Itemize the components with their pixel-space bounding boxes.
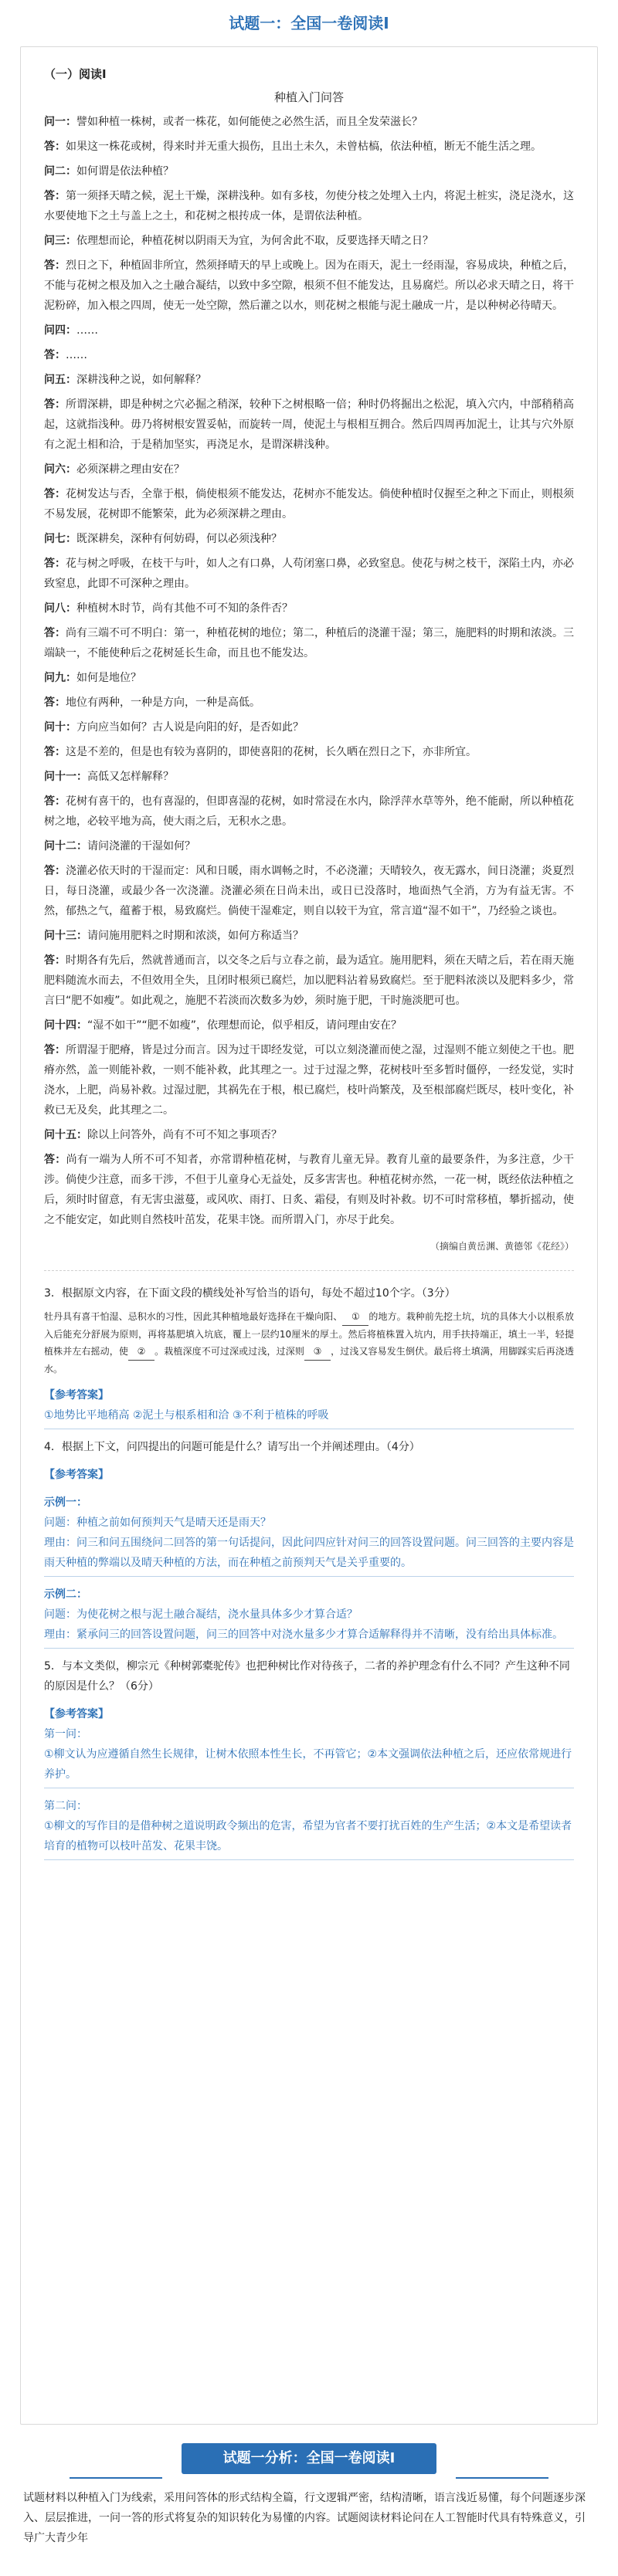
q4-ex2-r-label: 理由：: [44, 1629, 76, 1641]
qa-item: [44, 1040, 574, 1120]
qa-label: 问三：: [44, 235, 76, 247]
qa-item: [44, 137, 574, 157]
qa-text: 如何是地位？: [76, 672, 141, 684]
q5-ans1-text: ①柳文认为应遵循自然生长规律，让树木依照本性生长，不再管它；②本文强调依法种植之后，还应依常规进行养护。: [44, 1744, 574, 1788]
qa-text: 深耕浅种之说，如何解释？: [76, 374, 206, 386]
qa-text: 如果这一株花或树，得来时并无重大损伤，且出土未久，未曾枯槁，依法种植，断无不能生活之理。: [66, 141, 542, 153]
q4-ex1-q-label: 问题：: [44, 1517, 76, 1529]
q3-blank-1: ①: [342, 1308, 368, 1326]
qa-text: 譬如种植一株树，或者一株花，如何能使之必然生活，而且全发荣滋长？: [76, 116, 423, 128]
analysis-text: 试题材料以种植入门为线索，采用问答体的形式结构全篇，行文逻辑严密，结构清晰，语言浅近易懂，每个问题逐步深入、层层推进，一问一答的形式将复杂的知识转化为易懂的内容。试题阅读材料论问在人工智能时代具有特殊意义，引导广大青少年: [23, 2492, 586, 2544]
q5-ans1-heading: 第一问：: [44, 1728, 87, 1740]
q4-example2-reason: [44, 1625, 574, 1649]
qa-item: [44, 1150, 574, 1230]
qa-label: 问二：: [44, 165, 76, 178]
qa-label: 问四：: [44, 324, 76, 337]
reading-card: [20, 46, 598, 2425]
qa-item: [44, 693, 574, 713]
qa-text: 浇灌必依天时的干湿而定：风和日暖，雨水调畅之时，不必浇灌；天晴较久，夜无露水，间日浇灌；炎夏烈日，每日浇灌，或最少各一次浇灌。浇灌必须在日尚未出，或日已没落时，地面热气全消，方为有益无害。不然，郁热之气，蕴蓄于根，易致腐烂。倘使干湿难定，则自以较干为宜，常言道“湿不如干”，乃经验之谈也。: [44, 865, 574, 917]
qa-label: 问十：: [44, 721, 76, 734]
q3-passage-part3: 。栽植深度不可过深或过浅，过深则: [154, 1346, 304, 1357]
qa-label: 答：: [44, 398, 66, 411]
qa-label: 答：: [44, 746, 66, 758]
qa-text: 花树有喜干的，也有喜湿的，但即喜湿的花树，如时常浸在水内，除浮萍水草等外，绝不能耐，所以种植花树之地，必较平地为高，使大雨之后，无积水之患。: [44, 795, 574, 828]
qa-label: 答：: [44, 141, 66, 153]
qa-item: [44, 836, 574, 856]
qa-text: 高低又怎样解释？: [87, 771, 174, 783]
qa-label: 问十二：: [44, 840, 87, 852]
q4-ex1-q-text: 种植之前如何预判天气是晴天还是雨天？: [76, 1517, 271, 1529]
q3-blank-3: ③: [304, 1343, 331, 1361]
q4-example2-question: [44, 1605, 574, 1625]
qa-text: 花树发达与否，全靠于根，倘使根须不能发达，花树亦不能发达。倘使种植时仅握至之种之下而止，则根须不易发展，花树即不能繁荣，此为必须深耕之理由。: [44, 488, 574, 520]
divider: [44, 1270, 574, 1271]
qa-label: 答：: [44, 865, 66, 877]
qa-text: 第一须择天晴之候，泥土干燥，深耕浅种。如有多枝，勿使分枝之处埋入土内，将泥土桩实，浇足浇水，这水要使地下之土与盖上之土，和花树之根抟成一体，是谓依法种植。: [44, 190, 574, 222]
q3-passage-part4: ，过浅又容易发生倒伏。最后将土填满，用脚踩实后再浇透水。: [44, 1346, 574, 1374]
page-title: 试题一：全国一卷阅读Ⅰ: [229, 14, 389, 32]
qa-text: 烈日之下，种植固非所宜，然须择晴天的早上或晚上。因为在雨天，泥土一经雨湿，容易成块，种植之后，不能与花树之根及加入之土融合凝结，以致中多空隙，根须不但不能发达，且易腐烂。所以必求天晴之日，将干泥粉碎，加入根之四周，使无一处空隙，然后灌之以水，则花树之根能与泥土融成一片，是以种树必待晴天。: [44, 259, 574, 312]
qa-item: [44, 767, 574, 787]
qa-text: 依理想而论，种植花树以阴雨天为宜，为何舍此不取，反要选择天晴之日？: [76, 235, 433, 247]
q3-answer-title: 【参考答案】: [44, 1389, 109, 1402]
qa-label: 问八：: [44, 602, 76, 615]
qa-list: [44, 112, 574, 1230]
q4-example1-reason: [44, 1533, 574, 1577]
qa-text: ……: [66, 349, 87, 361]
qa-text: 如何谓是依法种植？: [76, 165, 174, 178]
qa-text: 除以上问答外，尚有不可不知之事项否？: [87, 1129, 282, 1141]
q4-example1-question: [44, 1513, 574, 1533]
qa-text: 种植树木时节，尚有其他不可不知的条件否？: [76, 602, 293, 615]
qa-item: [44, 345, 574, 365]
qa-item: [44, 395, 574, 455]
qa-text: 既深耕矣，深种有何妨碍，何以必须浅种？: [76, 533, 282, 545]
qa-label: 答：: [44, 190, 66, 202]
qa-label: 答：: [44, 795, 66, 808]
qa-item: [44, 320, 574, 341]
qa-label: 问十五：: [44, 1129, 87, 1141]
qa-label: 问五：: [44, 374, 76, 386]
document-title: 种植入门问答: [273, 90, 344, 104]
qa-item: [44, 951, 574, 1011]
qa-item: [44, 112, 574, 132]
question-5: 5．与本文类似，柳宗元《种树郭橐驼传》也把种树比作对待孩子，二者的养护理念有什么不同？产生这种不同的原因是什么？（6分）: [44, 1660, 570, 1693]
analysis-banner: 试题一分析：全国一卷阅读Ⅰ: [182, 2443, 436, 2474]
q5-answer-title: 【参考答案】: [44, 1708, 109, 1720]
qa-item: [44, 861, 574, 921]
source-citation: （摘编自黄岳渊、黄德邻《花经》）: [430, 1241, 574, 1252]
qa-label: 答：: [44, 349, 66, 361]
q4-ex1-r-text: 问三和问五围绕问二回答的第一句话提问，因此问四应针对问三的回答设置问题。问三回答的主要内容是雨天种植的弊端以及晴天种植的方法，而在种植之前预判天气是关乎重要的。: [44, 1537, 574, 1569]
qa-label: 问六：: [44, 463, 76, 476]
qa-item: [44, 484, 574, 524]
qa-label: 问一：: [44, 116, 76, 128]
section-heading: （一）阅读Ⅰ: [44, 67, 107, 81]
qa-text: 必须深耕之理由安在？: [76, 463, 185, 476]
qa-text: ……: [76, 324, 98, 337]
q4-ex2-r-text: 紧承问三的回答设置问题，问三的回答中对浇水量多少才算合适解释得并不清晰，没有给出具体标准。: [76, 1629, 563, 1641]
qa-item: [44, 459, 574, 480]
qa-label: 答：: [44, 1154, 66, 1166]
banner-left-line: [70, 2477, 162, 2479]
qa-item: [44, 623, 574, 663]
qa-item: [44, 717, 574, 737]
question-3: 3．根据原文内容，在下面文段的横线处补写恰当的语句，每处不超过10个字。（3分）: [44, 1287, 456, 1300]
qa-label: 答：: [44, 627, 66, 639]
q4-ex2-q-label: 问题：: [44, 1608, 76, 1621]
qa-item: [44, 231, 574, 251]
qa-item: [44, 791, 574, 832]
qa-text: 所谓湿于肥瘠，皆是过分而言。因为过干即经发觉，可以立刻浇灌而使之湿，过湿则不能立刻使之干也。肥瘠亦然，盖一则能补救，一则不能补救，此其理之一。过于过湿之弊，花树枝叶至多暂时僵停，一经发觉，实时浇水，上肥，尚易补救。过湿过肥，其祸先在于根，根已腐烂，枝叶尚繁茂，及至根部腐烂既尽，枝叶变化，补救已无及矣，此其理之二。: [44, 1044, 574, 1117]
question-4: 4．根据上下文，问四提出的问题可能是什么？请写出一个并阐述理由。（4分）: [44, 1441, 420, 1453]
q3-passage: [44, 1308, 574, 1378]
qa-label: 答：: [44, 558, 66, 570]
qa-label: 问七：: [44, 533, 76, 545]
qa-item: [44, 1125, 574, 1145]
qa-label: 问十一：: [44, 771, 87, 783]
qa-text: 尚有一端为人所不可不知者，亦常谓种植花树，与教育儿童无异。教育儿童的最要条件，为多注意，少干涉。倘使少注意，而多干涉，不但于儿童身心无益处，反多害害也。种植花树亦然，一花一树，既经依法种植之后，须时时留意，有无害虫滋蔓，或风吹、雨打、日炙、霜侵，有则及时补救。切不可时常移植，攀折摇动，使之不能安定，如此则自然枝叶茁发，花果丰饶。而所谓入门，亦尽于此矣。: [44, 1154, 575, 1226]
q4-example1-heading: 示例一：: [44, 1496, 87, 1509]
qa-label: 答：: [44, 259, 66, 272]
q3-blank-2: ②: [128, 1343, 154, 1361]
qa-text: 花与树之呼吸，在枝干与叶，如人之有口鼻，人苟闭塞口鼻，必致窒息。使花与树之枝干，深陷土内，亦必致窒息，此即不可深种之理由。: [44, 558, 574, 590]
qa-label: 答：: [44, 697, 66, 709]
qa-item: [44, 668, 574, 688]
q5-ans2-heading: 第二问：: [44, 1800, 87, 1812]
qa-label: 答：: [44, 954, 66, 967]
qa-text: 地位有两种，一种是方向，一种是高低。: [66, 697, 260, 709]
qa-text: 所谓深耕，即是种树之穴必掘之稍深，较种下之树根略一倍；种时仍将掘出之松泥，填入穴内，中部稍稍高起，这就指浅种。毋乃将树根安置妥帖，而旋转一周，使泥土与根相互拥合。然后四周再加泥土，让其与穴外原有之泥土相和洽，于是稍加坚实，再浇足水，是谓深耕浅种。: [44, 398, 574, 451]
qa-item: [44, 598, 574, 619]
q3-passage-part1: 牡丹具有喜干怕湿、忌积水的习性，因此其种植地最好选择在干燥向阳、: [44, 1311, 343, 1322]
qa-item: [44, 529, 574, 549]
qa-text: 这是不差的，但是也有较为喜阴的，即使喜阳的花树，长久晒在烈日之下，亦非所宜。: [66, 746, 477, 758]
qa-item: [44, 1015, 574, 1035]
q4-example2-heading: 示例二：: [44, 1588, 87, 1601]
qa-text: 方向应当如何？古人说是向阳的好，是否如此？: [76, 721, 304, 734]
qa-item: [44, 926, 574, 946]
qa-item: [44, 256, 574, 316]
qa-label: 答：: [44, 1044, 66, 1056]
q4-answer-title: 【参考答案】: [44, 1469, 109, 1481]
qa-text: 请问浇灌的干湿如何？: [87, 840, 195, 852]
q3-passage-part2: 的地方。栽种前先挖土坑，坑的具体大小以根系放入后能充分舒展为原则，再将基肥填入坑底，覆上一层约10厘米的厚土。然后将植株置入坑内，用手扶持端正，填土一半，轻提植株并左右摇动，使: [44, 1311, 574, 1357]
qa-item: [44, 554, 574, 594]
q3-answers: ①地势比平地稍高 ②泥土与根系相和洽 ③不利于植株的呼吸: [44, 1405, 574, 1429]
qa-item: [44, 742, 574, 762]
qa-label: 答：: [44, 488, 66, 500]
qa-item: [44, 186, 574, 226]
qa-label: 问十三：: [44, 930, 87, 942]
qa-label: 问十四：: [44, 1019, 87, 1032]
qa-item: [44, 370, 574, 390]
qa-text: 请问施用肥料之时期和浓淡，如何方称适当？: [87, 930, 304, 942]
q4-ex1-r-label: 理由：: [44, 1537, 76, 1549]
q5-ans2-text: ①柳文的写作目的是借种树之道说明政令频出的危害，希望为官者不要打扰百姓的生产生活；②本文是希望读者培育的植物可以枝叶茁发、花果丰饶。: [44, 1816, 574, 1860]
q4-ex2-q-text: 为使花树之根与泥土融合凝结，浇水量具体多少才算合适？: [76, 1608, 358, 1621]
banner-right-line: [456, 2477, 548, 2479]
qa-text: “湿不如干”“肥不如瘦”，依理想而论，似乎相反，请问理由安在？: [87, 1019, 402, 1032]
qa-text: 尚有三端不可不明白：第一，种植花树的地位；第二，种植后的浇灌干湿；第三，施肥料的时期和浓淡。三端缺一，不能使种后之花树延长生命，而且也不能发达。: [44, 627, 574, 659]
qa-item: [44, 161, 574, 181]
qa-text: 时期各有先后，然就普通而言，以交冬之后与立春之前，最为适宜。施用肥料，须在天晴之后，若在雨天施肥料随流水而去，不但效用全失，且闭时根须已腐烂，加以肥料沾着易致腐烂。至于肥料浓淡以及肥料多少，常言曰“肥不如瘦”。如此观之，施肥不若淡而次数多为妙，须时施于肥，干时施淡肥可也。: [44, 954, 574, 1007]
qa-label: 问九：: [44, 672, 76, 684]
